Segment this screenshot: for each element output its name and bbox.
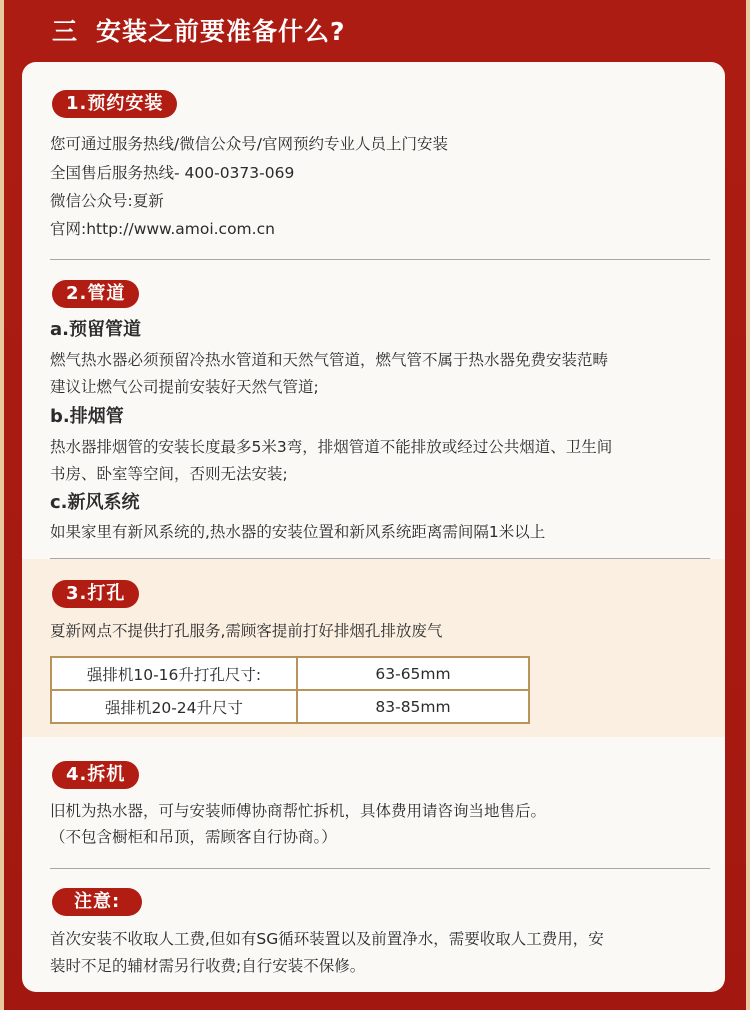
divider — [50, 868, 710, 869]
section-title: 安装之前要准备什么? — [96, 17, 346, 46]
note-badge: 注意: — [52, 888, 142, 916]
pipe-a-line-1: 燃气热水器必须预留冷热水管道和天然气管道，燃气管不属于热水器免费安装范畴 — [50, 351, 609, 369]
page-title — [52, 10, 346, 50]
pipe-c-line-1: 如果家里有新风系统的,热水器的安装位置和新风系统距离需间隔1米以上 — [50, 523, 546, 541]
note-line-2: 装时不足的辅材需另行收费;自行安装不保修。 — [50, 957, 366, 975]
right-border — [746, 0, 750, 1010]
section-number: 三 — [52, 17, 79, 46]
pipe-a-line-2: 建议让燃气公司提前安装好天然气管道; — [50, 378, 319, 396]
table-row — [51, 690, 529, 723]
remove-badge: 4.拆机 — [52, 761, 139, 789]
pipe-a-title: a.预留管道 — [50, 319, 141, 340]
pipe-b-line-1: 热水器排烟管的安装长度最多5米3弯，排烟管道不能排放或经过公共烟道、卫生间 — [50, 438, 613, 456]
drill-line: 夏新网点不提供打孔服务,需顾客提前打好排烟孔排放废气 — [50, 622, 443, 640]
pipe-b-title: b.排烟管 — [50, 406, 124, 427]
pipe-b-line-2: 书房、卧室等空间，否则无法安装; — [50, 465, 288, 483]
remove-line-1: 旧机为热水器，可与安装师傅协商帮忙拆机，具体费用请咨询当地售后。 — [50, 802, 547, 820]
reserve-hotline: 全国售后服务热线- 400-0373-069 — [50, 164, 295, 182]
reserve-wechat: 微信公众号:夏新 — [50, 192, 164, 210]
reserve-line-1: 您可通过服务热线/微信公众号/官网预约专业人员上门安装 — [50, 135, 448, 153]
left-border — [0, 0, 4, 1010]
remove-line-2: （不包含橱柜和吊顶，需顾客自行协商。） — [50, 828, 337, 846]
reserve-website: 官网:http://www.amoi.com.cn — [50, 220, 275, 238]
content-card — [22, 62, 725, 992]
pipe-badge: 2.管道 — [52, 280, 139, 308]
divider — [50, 259, 710, 260]
drill-size-table — [50, 656, 530, 724]
table-cell-label: 强排机10-16升打孔尺寸: — [51, 657, 297, 690]
table-cell-label: 强排机20-24升尺寸 — [51, 690, 297, 723]
drill-badge: 3.打孔 — [52, 580, 139, 608]
table-row — [51, 657, 529, 690]
table-cell-value: 63-65mm — [297, 657, 529, 690]
pipe-c-title: c.新风系统 — [50, 492, 140, 513]
table-cell-value: 83-85mm — [297, 690, 529, 723]
note-line-1: 首次安装不收取人工费,但如有SG循环装置以及前置净水，需要收取人工费用，安 — [50, 930, 604, 948]
reserve-badge: 1.预约安装 — [52, 90, 177, 118]
